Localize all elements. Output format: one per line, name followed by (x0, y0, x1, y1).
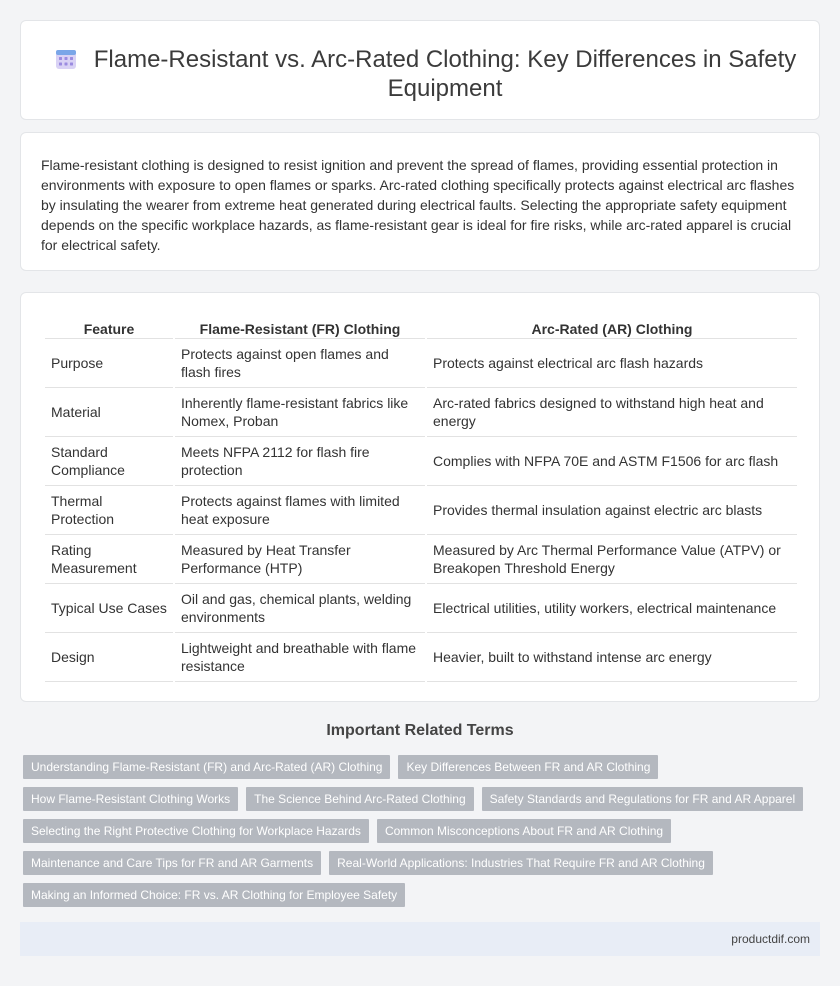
comparison-table (43, 317, 799, 682)
table-row (45, 437, 797, 486)
fr-cell: Protects against open flames and flash fires (175, 339, 425, 388)
fr-cell: Measured by Heat Transfer Performance (HTP) (175, 535, 425, 584)
ar-cell: Heavier, built to withstand intense arc energy (427, 633, 797, 682)
calendar-grid-icon (55, 48, 77, 70)
related-term-tag[interactable]: Key Differences Between FR and AR Clothing (398, 755, 658, 779)
related-term-tag[interactable]: Making an Informed Choice: FR vs. AR Clothing for Employee Safety (23, 883, 405, 907)
header-ar-clothing: Arc-Rated (AR) Clothing (427, 317, 797, 339)
feature-cell: Material (45, 388, 173, 437)
fr-cell: Inherently flame-resistant fabrics like Nomex, Proban (175, 388, 425, 437)
ar-cell: Provides thermal insulation against electric arc blasts (427, 486, 797, 535)
feature-cell: Thermal Protection (45, 486, 173, 535)
related-term-tag[interactable]: Understanding Flame-Resistant (FR) and Arc-Rated (AR) Clothing (23, 755, 390, 779)
ar-cell: Electrical utilities, utility workers, electrical maintenance (427, 584, 797, 633)
feature-cell: Typical Use Cases (45, 584, 173, 633)
comparison-table-card (20, 292, 820, 702)
footer-site-link[interactable]: productdif.com (731, 932, 810, 946)
feature-cell: Standard Compliance (45, 437, 173, 486)
related-term-tag[interactable]: Common Misconceptions About FR and AR Clothing (377, 819, 671, 843)
table-row (45, 584, 797, 633)
related-term-tag[interactable]: How Flame-Resistant Clothing Works (23, 787, 238, 811)
page-title: Flame-Resistant vs. Arc-Rated Clothing: Key Differences in Safety Equipment (93, 46, 797, 102)
table-row (45, 388, 797, 437)
fr-cell: Lightweight and breathable with flame resistance (175, 633, 425, 682)
ar-cell: Protects against electrical arc flash hazards (427, 339, 797, 388)
fr-cell: Protects against flames with limited heat exposure (175, 486, 425, 535)
intro-card (20, 132, 820, 271)
fr-cell: Meets NFPA 2112 for flash fire protection (175, 437, 425, 486)
table-row (45, 535, 797, 584)
fr-cell: Oil and gas, chemical plants, welding environments (175, 584, 425, 633)
related-terms-title: Important Related Terms (326, 722, 514, 739)
header-card (20, 20, 820, 120)
footer (20, 922, 820, 956)
related-term-tag[interactable]: The Science Behind Arc-Rated Clothing (246, 787, 473, 811)
feature-cell: Purpose (45, 339, 173, 388)
table-header-row (45, 317, 797, 339)
related-term-tag[interactable]: Maintenance and Care Tips for FR and AR Garments (23, 851, 321, 875)
ar-cell: Complies with NFPA 70E and ASTM F1506 for arc flash (427, 437, 797, 486)
ar-cell: Measured by Arc Thermal Performance Value (ATPV) or Breakopen Threshold Energy (427, 535, 797, 584)
related-term-tag[interactable]: Selecting the Right Protective Clothing for Workplace Hazards (23, 819, 369, 843)
related-term-tag[interactable]: Safety Standards and Regulations for FR and AR Apparel (482, 787, 804, 811)
ar-cell: Arc-rated fabrics designed to withstand high heat and energy (427, 388, 797, 437)
intro-paragraph: Flame-resistant clothing is designed to resist ignition and prevent the spread of flames, providing essential protection in environments with exposure to open flames or sparks. Arc-rated clothing specifically protects against electrical arc flashes by insulating the wearer from extreme heat generated during electrical faults. Selecting the appropriate safety equipment depends on the specific workplace hazards, as flame-resistant gear is ideal for fire risks, while arc-rated apparel is crucial for electrical safety. (41, 157, 795, 253)
table-row (45, 339, 797, 388)
header-feature: Feature (45, 317, 173, 339)
related-term-tag[interactable]: Real-World Applications: Industries That Require FR and AR Clothing (329, 851, 713, 875)
related-terms-tags (23, 755, 813, 907)
feature-cell: Design (45, 633, 173, 682)
header-fr-clothing: Flame-Resistant (FR) Clothing (175, 317, 425, 339)
feature-cell: Rating Measurement (45, 535, 173, 584)
table-row (45, 486, 797, 535)
table-row (45, 633, 797, 682)
